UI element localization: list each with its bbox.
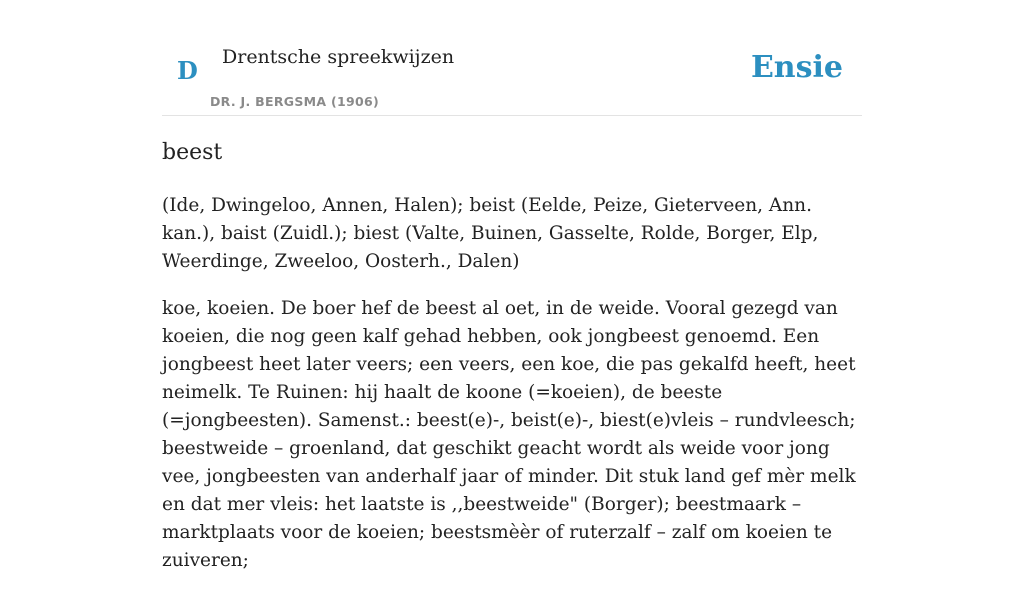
book-letter-badge[interactable]: D xyxy=(177,56,198,85)
entry-paragraph-definition: koe, koeien. De boer hef de beest al oet, in de weide. Vooral gezegd van koeien, die nog geen kalf gehad hebben, ook jongbeest genoemd. Een jongbeest heet later veers; een veers, een koe, die pas gekalfd heeft, heet neimelk. Te Ruinen: hij haalt de koone (=koeien), de beeste (=jongbeesten). Samenst.: beest(e)-, beist(e)-, biest(e)vleis – rundvleesch; beestweide – groenland, dat geschikt geacht wordt als weide voor jong vee, jongbeesten van anderhalf jaar of minder. Dit stuk land gef mèr melk en dat mer vleis: het laatste is ,,beestweide" (Borger); beestmaark – marktplaats voor de koeien; beestsmèèr of ruterzalf – zalf om koeien te zuiveren; xyxy=(162,298,856,571)
entry-body xyxy=(162,192,870,594)
book-author: DR. J. BERGSMA (1906) xyxy=(210,94,380,109)
entry-headword: beest xyxy=(162,140,223,165)
book-title-link[interactable]: Drentsche spreekwijzen xyxy=(222,46,455,68)
book-header xyxy=(162,30,862,116)
ensie-logo-link[interactable]: Ensie xyxy=(750,50,843,85)
entry-paragraph-locations: (Ide, Dwingeloo, Annen, Halen); beist (Eelde, Peize, Gieterveen, Ann. kan.), baist (Zuidl.); biest (Valte, Buinen, Gasselte, Rolde, Borger, Elp, Weerdinge, Zweeloo, Oosterh., Dalen) xyxy=(162,195,819,272)
